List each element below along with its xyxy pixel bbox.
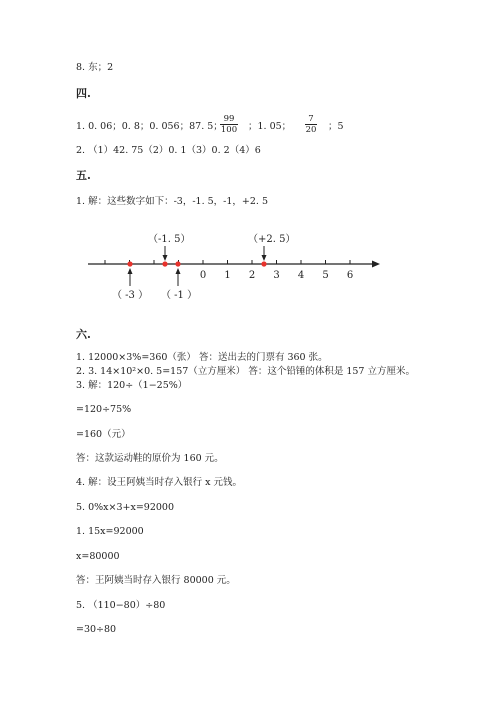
point-neg1-5 <box>162 261 167 266</box>
section-four-heading: 四. <box>76 87 91 100</box>
section-six-heading: 六. <box>76 328 91 341</box>
answer-6-4-answer: 答：王阿姨当时存入银行 80000 元。 <box>76 575 236 586</box>
answer-4-1c: ；5 <box>328 121 344 132</box>
label-neg1-5: （-1. 5） <box>148 234 191 245</box>
number-line-figure <box>0 222 500 312</box>
answer-4-2: 2. （1）42. 75（2）0. 1（3）0. 2（4）6 <box>76 145 261 156</box>
fraction-numerator: 7 <box>308 114 314 124</box>
answer-6-3-step2: =160（元） <box>76 429 131 440</box>
answer-6-5: 5. （110−80）÷80 <box>76 600 166 611</box>
point-neg1 <box>175 261 180 266</box>
label-pos2-5: （+2. 5） <box>248 234 296 245</box>
answer-5-1: 1. 解：这些数字如下：-3，-1. 5，-1，+2. 5 <box>76 196 269 207</box>
tick-label: 3 <box>273 270 280 281</box>
answer-6-5-step1: =30÷80 <box>76 624 117 635</box>
label-neg1: （ -1 ） <box>161 290 198 301</box>
tick-label: 6 <box>346 270 354 281</box>
answer-6-4: 4. 解：设王阿姨当时存入银行 x 元钱。 <box>76 477 242 488</box>
fraction-99-100 <box>218 114 240 135</box>
answer-6-3: 3. 解：120÷（1−25%） <box>76 380 188 391</box>
arrow-down-icon <box>262 255 267 261</box>
arrow-down-icon <box>163 255 168 261</box>
fraction-7-20 <box>303 114 319 135</box>
answer-4-1b: ；1. 05； <box>248 121 292 132</box>
tick-label: 5 <box>322 270 329 281</box>
tick-label: 0 <box>199 270 207 281</box>
fraction-numerator: 99 <box>223 114 235 124</box>
answer-6-4-step2: 1. 15x=92000 <box>76 526 144 537</box>
point-neg3 <box>127 261 132 266</box>
point-pos2-5 <box>261 261 266 266</box>
tick-label: 2 <box>248 270 256 281</box>
answer-4-1a: 1. 0. 06；0. 8；0. 056；87. 5； <box>76 121 223 132</box>
answer-6-2: 2. 3. 14×10²×0. 5=157（立方厘米） 答：这个铅锤的体积是 157 立方厘米。 <box>76 366 415 377</box>
answer-6-4-step1: 5. 0%x×3+x=92000 <box>76 502 175 513</box>
answer-6-3-step1: =120÷75% <box>76 404 132 415</box>
answer-8: 8. 东；2 <box>76 62 114 73</box>
tick-label: 4 <box>297 270 305 281</box>
arrow-up-icon <box>176 268 181 274</box>
section-five-heading: 五. <box>76 169 91 182</box>
label-neg3: （ -3 ） <box>112 290 149 301</box>
fraction-denominator: 100 <box>220 125 238 135</box>
answer-6-1: 1. 12000×3%=360（张） 答：送出去的门票有 360 张。 <box>76 352 328 363</box>
axis-arrow-head <box>372 261 380 268</box>
fraction-denominator: 20 <box>305 125 317 135</box>
answer-6-4-step3: x=80000 <box>76 551 120 562</box>
arrow-up-icon <box>128 268 133 274</box>
tick-label: 1 <box>224 270 231 281</box>
tick-group <box>105 260 353 281</box>
answer-6-3-answer: 答：这款运动鞋的原价为 160 元。 <box>76 453 224 464</box>
